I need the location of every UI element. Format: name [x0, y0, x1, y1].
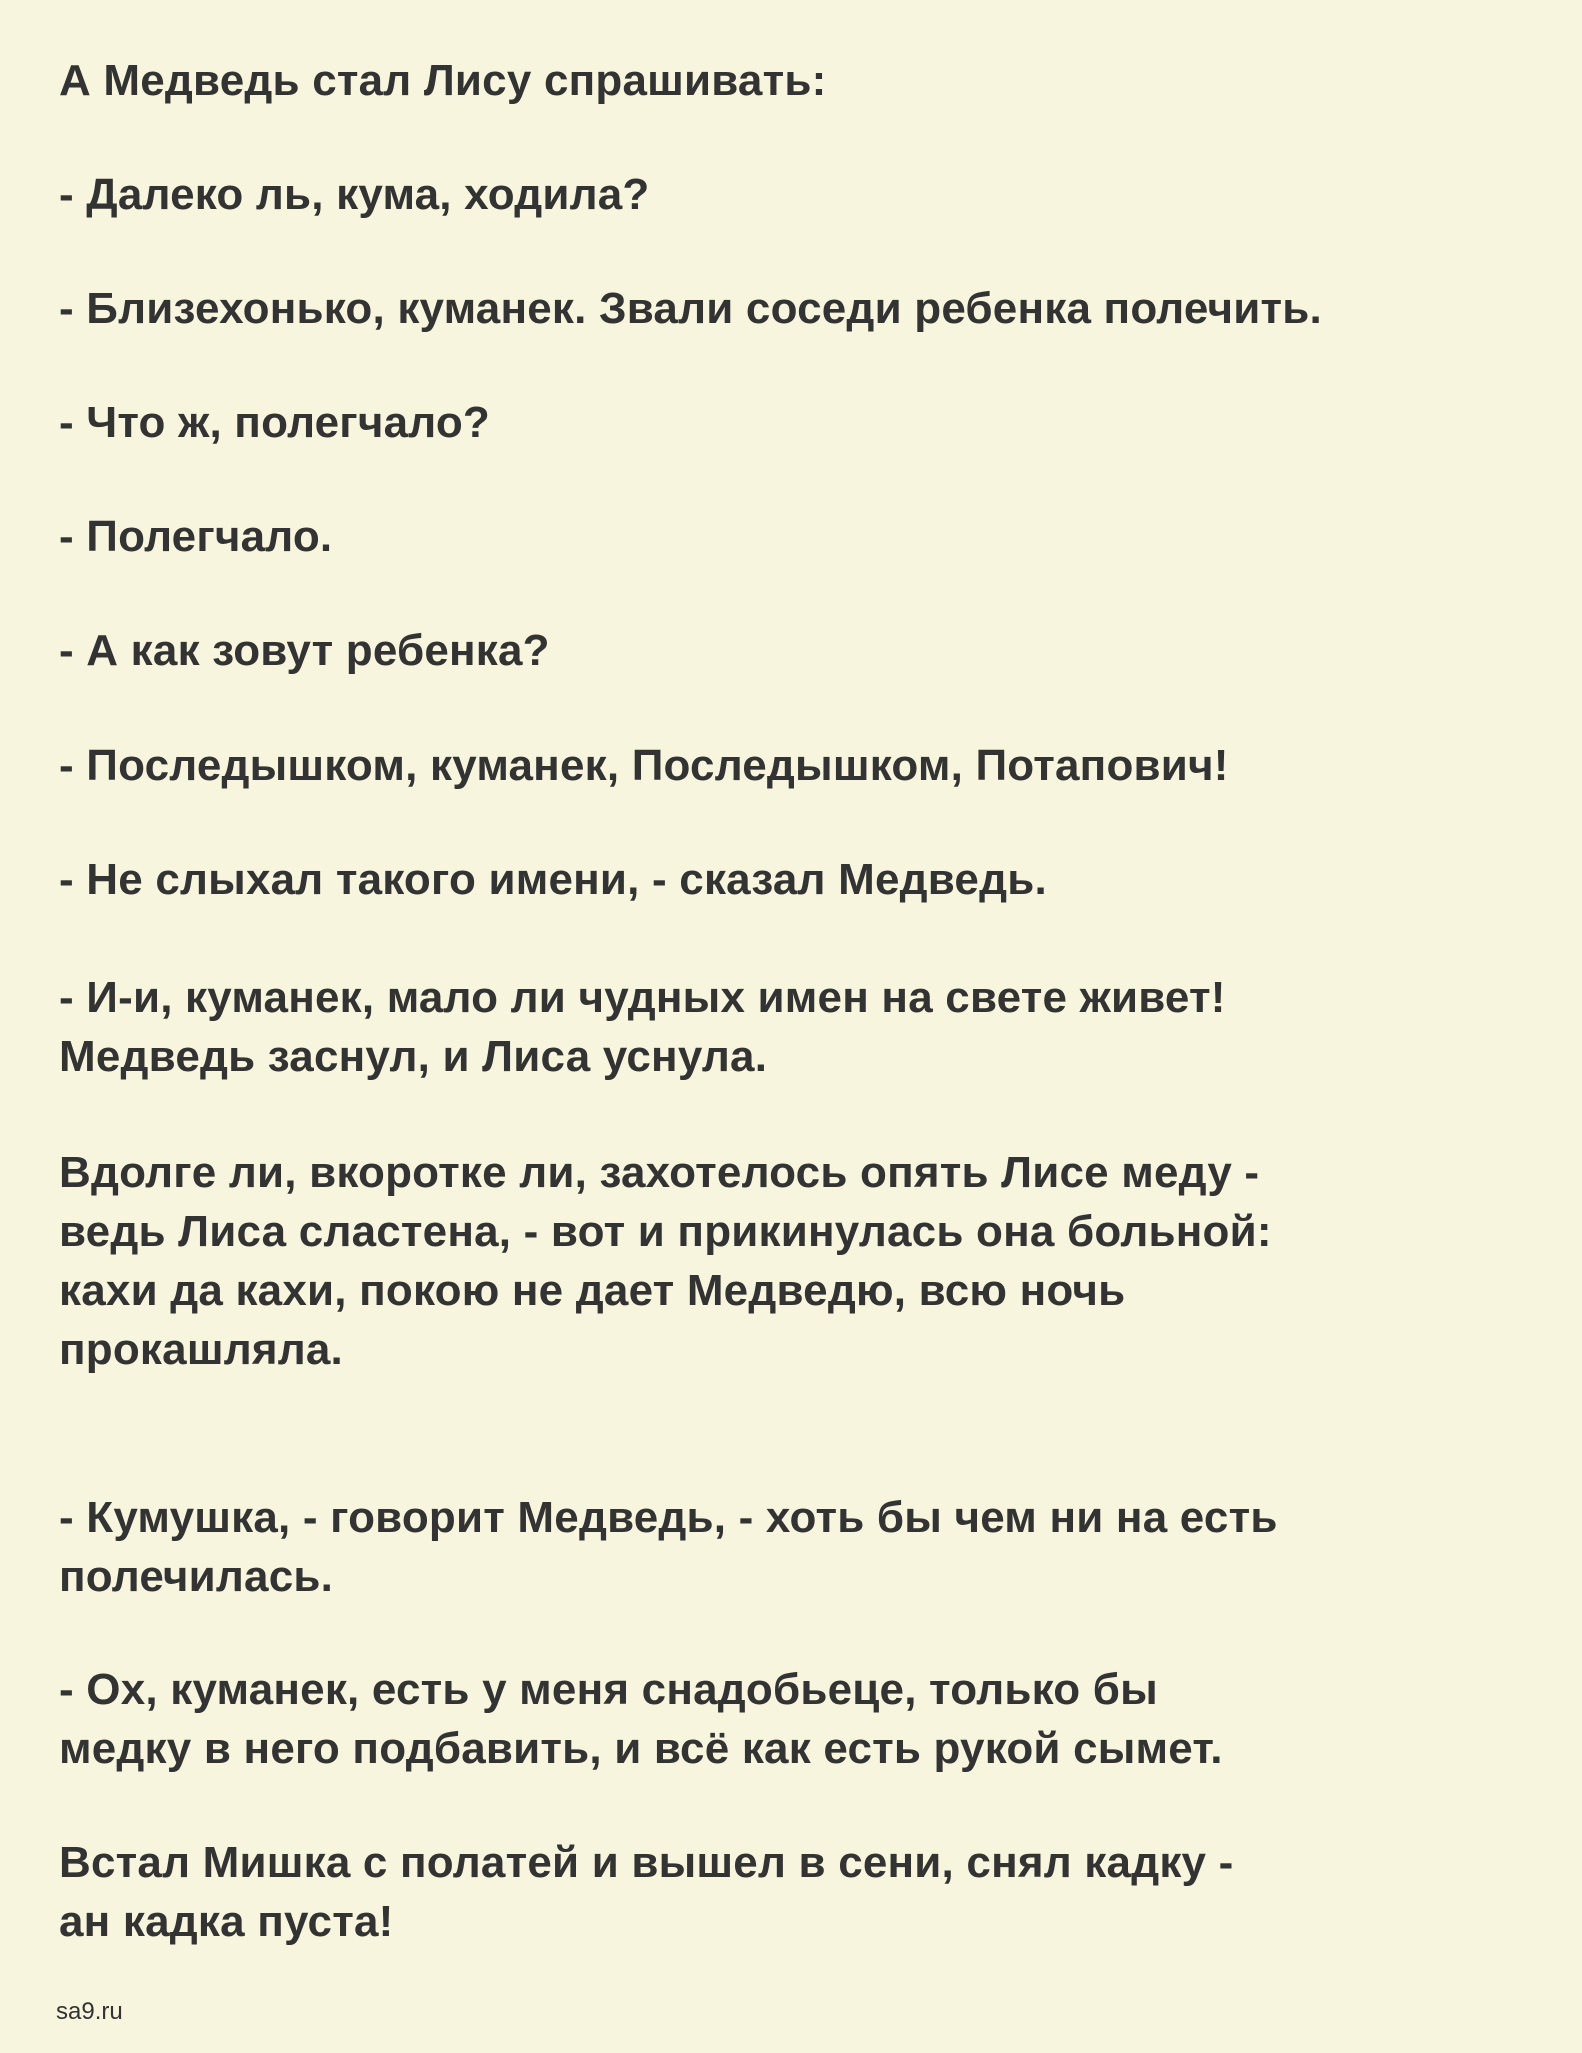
paragraph-6: - А как зовут ребенка?	[59, 626, 550, 675]
paragraph-13: Встал Мишка с полатей и вышел в сени, снял кадку - ан кадка пуста!	[59, 1838, 1234, 1946]
paragraph-8: - Не слыхал такого имени, - сказал Медведь.	[59, 855, 1047, 904]
paragraph-4: - Что ж, полегчало?	[59, 398, 490, 447]
paragraph-7: - Последышком, куманек, Последышком, Потапович!	[59, 741, 1229, 790]
paragraph-3: - Близехонько, куманек. Звали соседи ребенка полечить.	[59, 284, 1322, 333]
site-watermark: sa9.ru	[56, 1998, 123, 2025]
paragraph-11: - Кумушка, - говорит Медведь, - хоть бы чем ни на есть полечилась.	[59, 1493, 1278, 1601]
paragraph-12: - Ох, куманек, есть у меня снадобьеце, только бы медку в него подбавить, и всё как есть рукой сымет.	[59, 1665, 1223, 1773]
paragraph-2: - Далеко ль, кума, ходила?	[59, 170, 650, 219]
paragraph-1: А Медведь стал Лису спрашивать:	[59, 56, 827, 105]
paragraph-9: - И-и, куманек, мало ли чудных имен на свете живет! Медведь заснул, и Лиса уснула.	[59, 973, 1226, 1081]
paragraph-10: Вдолге ли, вкоротке ли, захотелось опять Лисе меду - ведь Лиса сластена, - вот и прикинулась она больной: кахи да кахи, покою не дает Медведю, всю ночь прокашляла.	[59, 1148, 1272, 1374]
paragraph-5: - Полегчало.	[59, 512, 333, 561]
